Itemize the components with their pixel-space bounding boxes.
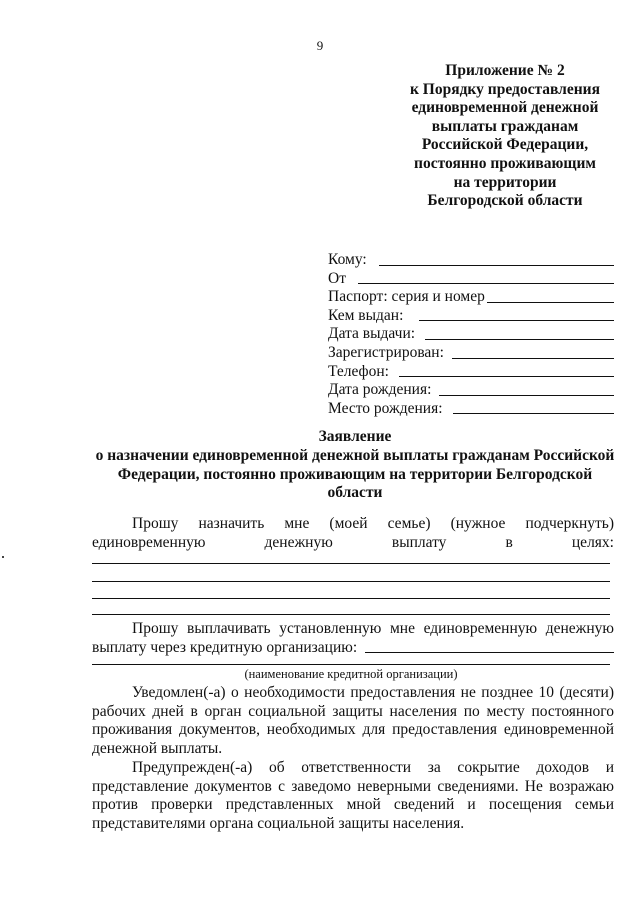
appendix-line: на территории [453,173,557,191]
credit-org-line[interactable] [92,664,610,665]
field-from[interactable] [328,270,614,289]
payment-paragraph [92,620,614,657]
appendix-line: постоянно проживающим [414,154,596,172]
warning-paragraph [92,759,614,833]
field-birth-date[interactable] [328,381,614,400]
purpose-line-1[interactable] [92,563,610,564]
field-registered-label: Зарегистрирован: [328,343,444,361]
request-line-2: единовременную денежную выплату в целях: [92,533,614,551]
field-issued-by-label: Кем выдан: [328,306,404,324]
request-line-1: Прошу назначить мне (моей семье) (нужное подчеркнуть) [132,515,614,532]
field-phone-label: Телефон: [328,362,389,380]
notice-paragraph [92,684,614,758]
field-issue-date[interactable] [328,325,614,344]
field-birth-place-line[interactable] [453,413,614,414]
field-issued-by-line[interactable] [419,320,614,321]
field-from-line[interactable] [358,283,614,284]
field-issue-date-line[interactable] [425,339,614,340]
scan-speck [2,556,4,558]
document-title: Заявление [318,428,392,445]
page-number: 9 [316,38,324,53]
field-birth-place[interactable] [328,400,614,419]
field-registered-line[interactable] [452,358,614,359]
field-birth-date-label: Дата рождения: [328,381,432,399]
appendix-line: к Порядку предоставления [409,80,601,98]
payment-line-2: выплату через кредитную организацию: [92,638,358,656]
purpose-line-4[interactable] [92,614,610,615]
field-from-label: От [328,269,346,287]
appendix-line: Российской Федерации, [421,136,589,154]
field-passport[interactable] [328,288,614,307]
field-to-label: Кому: [328,251,367,268]
request-paragraph [92,515,614,552]
credit-org-caption: (наименование кредитной организации) [244,667,458,681]
applicant-fields [328,251,614,418]
appendix-line: Белгородской области [427,192,583,210]
credit-org-inline-line[interactable] [365,652,614,653]
field-to[interactable] [328,251,614,270]
field-issue-date-label: Дата выдачи: [328,325,416,343]
field-phone-line[interactable] [399,376,614,377]
field-to-line[interactable] [379,265,614,266]
notice-text: Уведомлен(-а) о необходимости предоставления не позднее 10 (десяти) рабочих дней в орган социальной защиты населения по месту постоянного проживания документов, необходимых для предоставления единовременной денежной выплаты. [92,684,614,757]
appendix-line: выплаты гражданам [431,117,579,135]
appendix-header [405,62,605,211]
document-subtitle: о назначении единовременной денежной выплаты гражданам Российской Федерации, постоянно проживающим на территории Белгородской области [95,447,615,502]
warning-text: Предупрежден(-а) об ответственности за сокрытие доходов и представление документов с заведомо неверными сведениями. Не возражаю против проверки представленных мной сведений и посещения семьи представителями органа социальной защиты населения. [92,759,614,832]
field-birth-date-line[interactable] [439,395,614,396]
field-registered[interactable] [328,344,614,363]
field-passport-line[interactable] [487,302,614,303]
field-issued-by[interactable] [328,307,614,326]
field-passport-label: Паспорт: серия и номер [328,288,485,306]
purpose-line-3[interactable] [92,598,610,599]
field-phone[interactable] [328,363,614,382]
field-birth-place-label: Место рождения: [328,399,443,417]
payment-line-1: Прошу выплачивать установленную мне единовременную денежную [132,620,614,637]
appendix-line: Приложение № 2 [445,62,565,79]
purpose-line-2[interactable] [92,581,610,582]
appendix-line: единовременной денежной [411,99,599,117]
